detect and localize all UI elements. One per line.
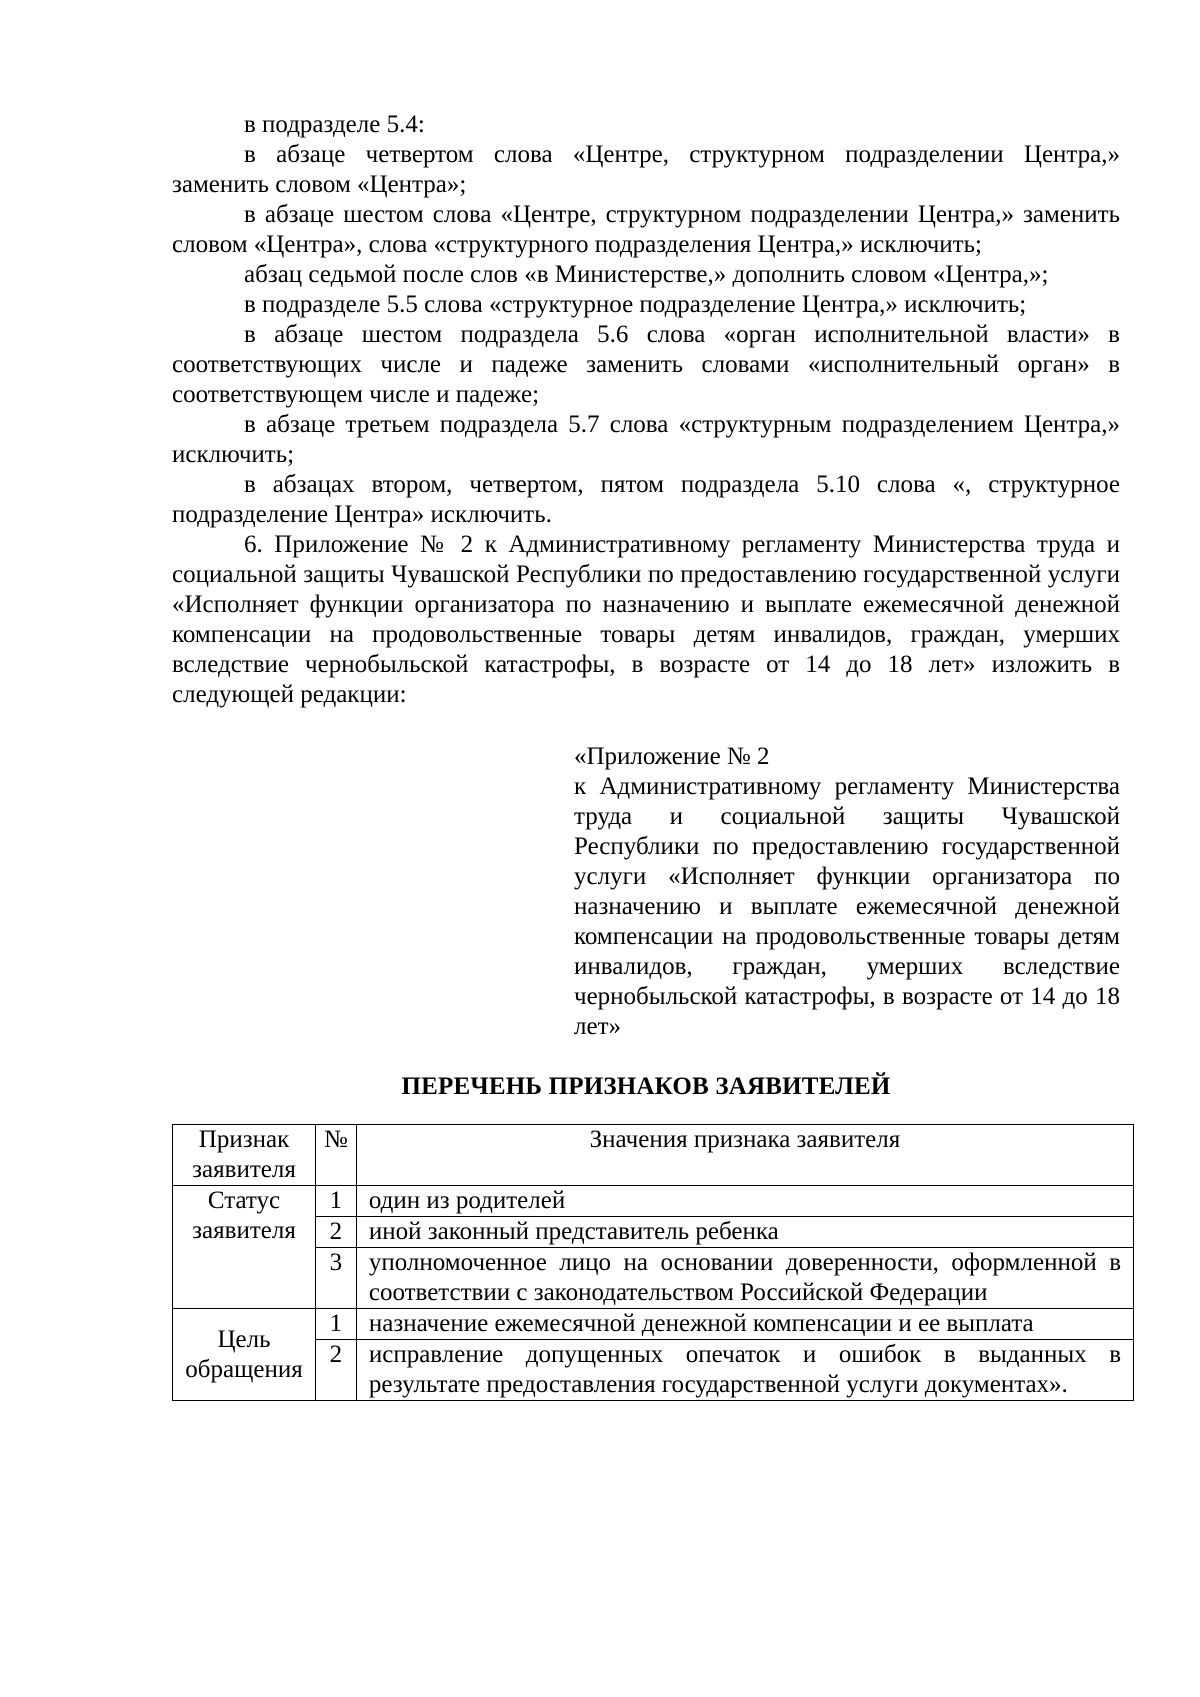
paragraph-1: в подразделе 5.4: <box>244 111 425 138</box>
appendix-text: к Административному регламенту Министерства труда и социальной защиты Чувашской Республики по предоставлению государственной услуги «Исполняет функции организатора по назначению и выплате ежемесячной денежной компенсации на продовольственные товары детям инвалидов, граждан, умерших вследствие чернобыльской катастрофы, в возрасте от 14 до 18 лет» <box>574 773 1120 1040</box>
row-value: назначение ежемесячной денежной компенсации и ее выплата <box>356 1309 1133 1340</box>
row-value: один из родителей <box>356 1186 1133 1217</box>
paragraph-2: в абзаце четвертом слова «Центре, структурном подразделении Центра,» заменить словом «Центра»; <box>172 141 1120 198</box>
paragraph-6: в абзаце шестом подраздела 5.6 слова «орган исполнительной власти» в соответствующих числе и падеже заменить словами «исполнительный орган» в соответствующем числе и падеже; <box>172 321 1120 408</box>
table-row <box>173 1217 1134 1248</box>
paragraph-8: в абзацах втором, четвертом, пятом подраздела 5.10 слова «, структурное подразделение Центра» исключить. <box>172 471 1120 528</box>
row-number: 1 <box>316 1309 357 1340</box>
table-header-row <box>173 1125 1134 1186</box>
header-number: № <box>316 1125 357 1186</box>
row-number: 2 <box>316 1217 357 1248</box>
group-label-status: Статус заявителя <box>173 1186 316 1309</box>
row-value: исправление допущенных опечаток и ошибок в выданных в результате предоставления государственной услуги документах». <box>356 1340 1133 1401</box>
paragraph-5: в подразделе 5.5 слова «структурное подразделение Центра,» исключить; <box>244 291 1027 318</box>
row-value: уполномоченное лицо на основании доверенности, оформленной в соответствии с законодательством Российской Федерации <box>356 1248 1133 1309</box>
paragraph-9: 6. Приложение № 2 к Административному регламенту Министерства труда и социальной защиты Чувашской Республики по предоставлению государственной услуги «Исполняет функции организатора по назначению и выплате ежемесячной денежной компенсации на продовольственные товары детям инвалидов, граждан, умерших вследствие чернобыльской катастрофы, в возрасте от 14 до 18 лет» изложить в следующей редакции: <box>172 531 1120 708</box>
row-number: 1 <box>316 1186 357 1217</box>
table-row <box>173 1248 1134 1309</box>
applicant-features-table <box>172 1124 1134 1401</box>
row-value: иной законный представитель ребенка <box>356 1217 1133 1248</box>
paragraph-4: абзац седьмой после слов «в Министерстве,» дополнить словом «Центра,»; <box>244 261 1049 288</box>
paragraph-7: в абзаце третьем подраздела 5.7 слова «структурным подразделением Центра,» исключить; <box>172 411 1120 468</box>
group-label-purpose: Цель обращения <box>173 1309 316 1401</box>
appendix-heading: «Приложение № 2 <box>574 743 770 770</box>
table-title: ПЕРЕЧЕНЬ ПРИЗНАКОВ ЗАЯВИТЕЛЕЙ <box>401 1073 891 1100</box>
appendix-header <box>574 742 1120 1042</box>
table-row <box>173 1340 1134 1401</box>
table-row <box>173 1309 1134 1340</box>
row-number: 2 <box>316 1340 357 1401</box>
header-values: Значения признака заявителя <box>356 1125 1133 1186</box>
table-row <box>173 1186 1134 1217</box>
header-feature: Признак заявителя <box>173 1125 316 1186</box>
paragraph-3: в абзаце шестом слова «Центре, структурном подразделении Центра,» заменить словом «Центра», слова «структурного подразделения Центра,» исключить; <box>172 201 1120 258</box>
row-number: 3 <box>316 1248 357 1309</box>
document-page <box>172 110 1120 1401</box>
